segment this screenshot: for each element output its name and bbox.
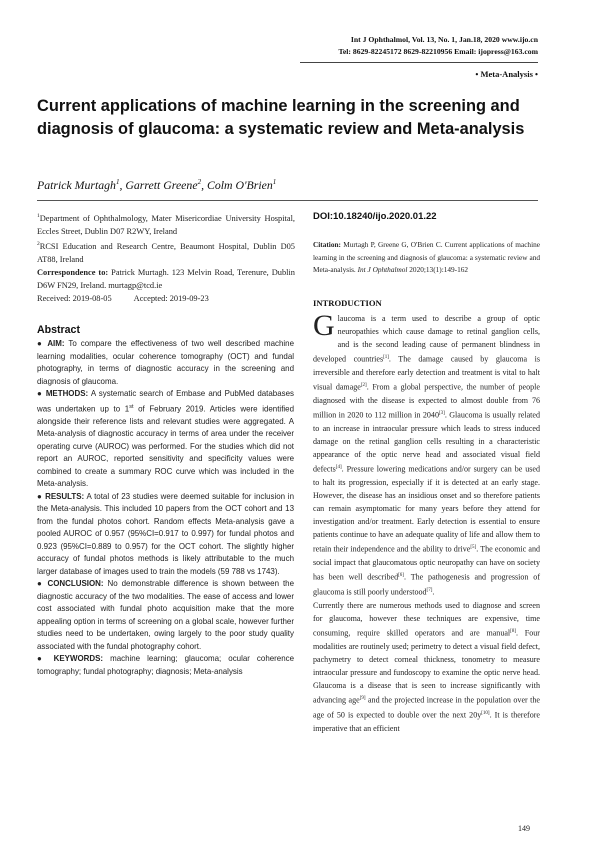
body-text: . The economic and social impact that glaucomatous optic neuropathy can have on society has been well described [313,544,540,582]
author-name: Colm O'Brien [206,178,273,192]
received-date: Received: 2019-08-05 [37,293,112,303]
abstract-results [37,491,294,579]
abstract-text: To compare the effectiveness of two well described machine learning modalities, ocular coherence tomography (OCT) and fundal photography, in terms of diagnostic accuracy in the screening and diagnosis of glaucoma. [37,339,295,386]
correspondence-text: Patrick Murtagh. 123 Melvin Road, Terenure, Dublin D6W FN29, Ireland. murtagp@tcd.ie [37,267,295,290]
page-number: 149 [518,824,530,833]
body-text: and the projected increase in the population over the age of 50 is expected to double over the next 20y [313,695,540,720]
author-affil-mark: 1 [272,178,277,187]
abstract-label: ● RESULTS: [37,491,85,501]
abstract-methods [37,388,294,491]
article-dates [37,292,295,305]
reference-mark: [8] [510,628,517,634]
abstract-label: ● CONCLUSION: [37,579,104,589]
header-divider [300,62,538,63]
citation-ref: 2020;13(1):149-162 [407,265,469,274]
body-text: . Glaucoma is usually related to an increase in intraocular pressure which leads to stress induced damage on the retinal ganglion cells resulting in a characteristic appearance of the optic nerve head and associated visual field defects [313,410,540,474]
abstract-conclusion [37,578,294,653]
abstract-text: machine learning; glaucoma; ocular coherence tomography; fundal photography; diagnosis; Meta-analysis [37,654,294,676]
affiliation-2 [37,238,295,266]
body-text: . The pathogenesis and progression of glaucoma is still poorly understood [313,572,541,597]
abstract-text: No demonstrable difference is shown between the diagnostic accuracy of the two modalities. The ease of access and lower cost associated with fundal photo acquisition make that the more appealing option in terms of screening on a global scale, however further studies need to be undertaken, owing largely to the poor study quality associated with the fundal photography cohort. [37,579,294,651]
abstract-text: A systematic search of Embase and PubMed databases was undertaken up to 1 [37,389,294,414]
doi: DOI:10.18240/ijo.2020.01.22 [313,211,437,222]
section-label: • Meta-Analysis • [475,69,538,79]
reference-mark: [10] [481,710,490,716]
abstract-label: ● METHODS: [37,389,89,398]
introduction-paragraph-1 [313,309,541,599]
affiliation-text: RCSI Education and Research Centre, Beaumont Hospital, Dublin D05 AT88, Ireland [37,241,295,264]
body-text: . [432,587,435,597]
citation [313,239,540,277]
correspondence [37,266,295,292]
reference-mark: [9] [359,696,366,701]
author-affil-mark: 1 [115,178,120,187]
author-name: Garrett Greene [125,178,198,192]
reference-mark: [3] [438,411,445,416]
citation-journal: Int J Ophthalmol [357,265,408,274]
author-list: Patrick Murtagh$^1$, Garrett Greene$^2$, Colm O'Brien$^1$ [37,178,277,192]
affiliation-1 [37,210,295,238]
abstract-text: A total of 23 studies were deemed suitable for inclusion in the Meta-analysis. This included 10 papers from the OCT cohort and 13 from the fundal photos cohort. Random effects Meta-analysis gave a pooled AUROC of 0.957 (95%CI=0.917 to 0.997) for fundal photos and 0.923 (95%CI=0.889 to 0.957) for the OCT cohort. The slightly higher accuracy of fundal photos methods is likely attributable to the much larger database of images used to train the models (59 788 vs 1743). [37,491,294,576]
abstract-aim [37,338,294,388]
reference-mark: [4] [335,465,342,471]
body-text: . From a global perspective, the number of people diagnosed with the disease is expected to almost double from 76 million in 2020 to 112 million in 2040 [313,382,540,420]
author-name: Patrick Murtagh [37,178,116,192]
correspondence-label: Correspondence to: [37,267,109,277]
accepted-date: Accepted: 2019-09-23 [133,293,209,303]
drop-cap: G [313,309,335,342]
body-text: . It is therefore imperative that an efficient [313,710,540,733]
body-text: laucoma is a term used to describe a group of optic neuropathies which cause damage to retinal ganglion cells, and is the second leading cause of permanent blindness in developed countries [313,314,540,364]
reference-mark: [1] [383,355,389,361]
article-title: Current applications of machine learning in the screening and diagnosis of glaucoma: a systematic review and Meta-analysis [37,97,525,138]
introduction-heading: INTRODUCTION [313,298,382,308]
abstract-label: ● AIM: [37,339,65,348]
abstract-label: ● KEYWORDS: [37,654,104,664]
author-divider [37,200,538,201]
affiliations [37,210,295,305]
ordinal-suffix: st [129,403,134,410]
journal-contact: Tel: 8629-82245172 8629-82210956 Email: ijopress@163.com [338,47,538,56]
reference-mark: [2] [360,383,367,389]
affiliation-mark: 1 [37,213,40,219]
reference-mark: [6] [398,573,404,579]
citation-text: Murtagh P, Greene G, O'Brien C. Current applications of machine learning in the screening and diagnosis of glaucoma: a systematic review and Meta-analysis. [313,240,540,274]
reference-mark: [7] [426,587,433,593]
body-text: Currently there are numerous methods used to diagnose and screen for glaucoma, however these techniques are expensive, time consuming, require skilled operators and are manual [313,600,540,638]
reference-mark: [5] [470,545,477,551]
abstract [37,323,294,678]
body-text: . Pressure lowering medications and/or surgery can be used to halt its progression, especially if it is detected at an early stage. However, the disease has an insidious onset and so therefore patients can remain asymptomatic for many years before they attend for investigation and/or treatment. Early detection is essential to ensure patients continue to have an adequate quality of life and allow them to retain their independence and the ability to drive [313,464,540,554]
abstract-text: of February 2019. Articles were identified alongside their reference lists and relevant studies were aggregated. A Meta-analysis of diagnostic accuracy in terms of area under the receiver operating curve (AUROC) was performed. For the studies which did not report an AUROC, reported sensitivity and specificity values were combined to create a summary ROC curve which was included in the Meta-analysis. [37,404,294,489]
journal-header [338,34,538,58]
affiliation-text: Department of Ophthalmology, Mater Misericordiae University Hospital, Eccles Street, Dublin D07 R2WY, Ireland [37,213,295,236]
citation-label: Citation: [313,240,341,249]
abstract-keywords [37,653,294,678]
introduction [313,297,540,735]
introduction-paragraph-2 [313,599,540,735]
body-text: . Four modalities are routinely used; perimetry to detect a visual field defect, pachymetry to detect corneal thickness, tonometry to measure intraocular pressure and fundoscopy to examine the optic nerve head. Glaucoma is a disease that is seen to increase significantly with advancing age [313,628,540,705]
body-text: . The damage caused by glaucoma is irreversible and therefore early detection and treatment is vital to halt visual damage [313,354,540,392]
journal-info: Int J Ophthalmol, Vol. 13, No. 1, Jan.18, 2020 www.ijo.cn [350,35,538,44]
abstract-heading: Abstract [37,324,80,336]
affiliation-mark: 2 [37,240,40,247]
author-affil-mark: 2 [197,178,202,187]
